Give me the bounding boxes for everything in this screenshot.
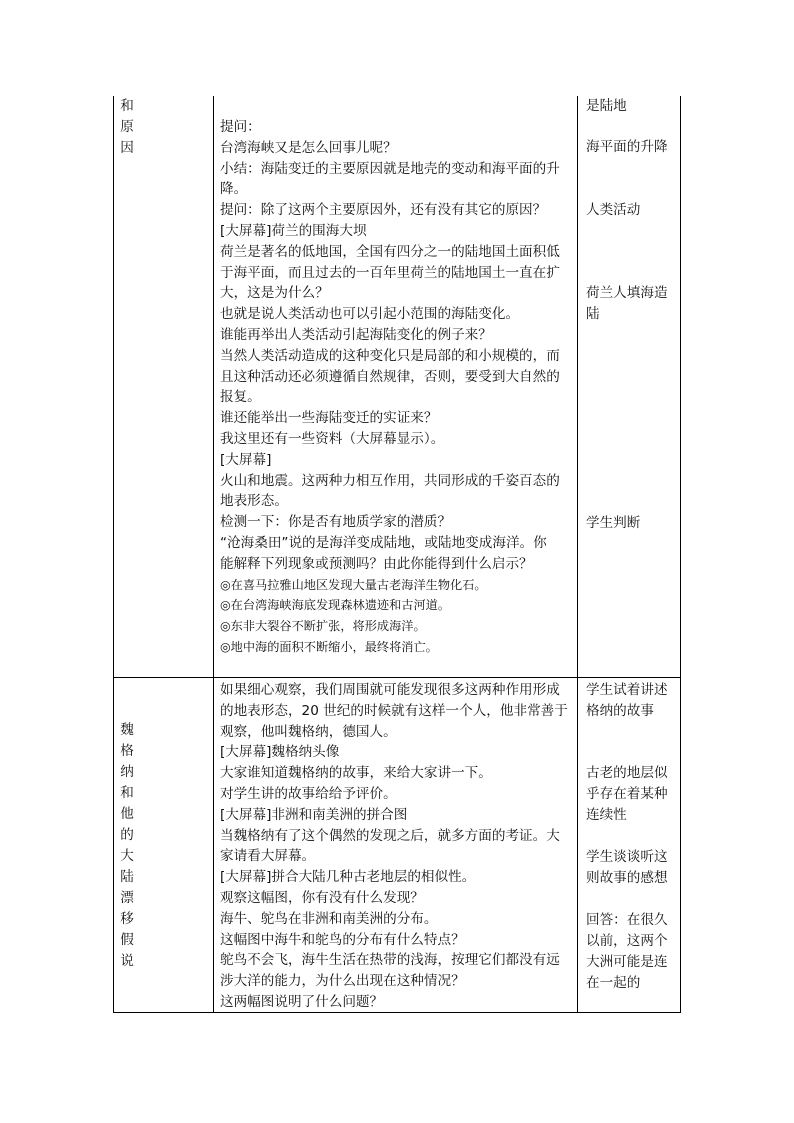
note: 人类活动 (586, 202, 641, 218)
paragraph: 这幅图中海牛和鸵鸟的分布有什么特点？ (220, 931, 465, 948)
note: 荷兰人填海造 (586, 285, 668, 301)
paragraph: [大屏幕]拼合大陆几种古老地层的相似性。 (220, 869, 476, 886)
note: 乎存在着某种 (586, 786, 668, 802)
section2-title (113, 720, 141, 972)
paragraph: 如果细心观察，我们周围就可能发现很多这两种作用形成 (220, 682, 560, 698)
paragraph: “沧海桑田”说的是海洋变成陆地，或陆地变成海洋。你 (220, 534, 547, 551)
paragraph: 能解释下列现象或预测吗？由此你能得到什么启示？ (220, 555, 533, 572)
note: 学生试着讲述 (586, 682, 668, 698)
paragraph: 家请看大屏幕。 (220, 848, 316, 865)
note: 古老的地层似 (586, 765, 668, 781)
paragraph: 观察，他叫魏格纳，德国人。 (220, 723, 397, 740)
paragraph: 大家谁知道魏格纳的故事，来给大家讲一下。 (220, 765, 492, 782)
paragraph: 这两幅图说明了什么问题？ (220, 993, 384, 1010)
paragraph: 台湾海峡又是怎么回事儿呢？ (220, 139, 397, 156)
paragraph: [大屏幕]非洲和南美洲的拼合图 (220, 806, 408, 823)
note: 陆 (586, 306, 600, 322)
paragraph: 地表形态。 (220, 493, 288, 510)
note: 以前，这两个 (586, 933, 668, 949)
title-char: 说 (120, 953, 134, 969)
bullet-item: ◎在台湾海峡海底发现森林遗迹和古河道。 (220, 598, 451, 613)
title-char: 原 (120, 119, 134, 135)
bullet-item: ◎地中海的面积不断缩小，最终将消亡。 (220, 639, 438, 654)
paragraph: 提问：除了这两个主要原因外，还有没有其它的原因？ (220, 202, 547, 219)
title-char: 格 (120, 743, 134, 759)
title-char: 纳 (120, 764, 134, 780)
paragraph: 观察这幅图，你有没有什么发现？ (220, 889, 424, 906)
title-char: 的 (120, 827, 134, 843)
note: 则故事的感想 (586, 870, 668, 886)
title-char: 大 (120, 848, 134, 864)
paragraph: 荷兰是著名的低地国，全国有四分之一的陆地国土面积低 (220, 243, 560, 260)
bullet-item: ◎东非大裂谷不断扩张，将形成海洋。 (220, 619, 426, 634)
paragraph: 谁能再举出人类活动引起海陆变化的例子来？ (220, 326, 492, 343)
title-char: 魏 (120, 722, 134, 738)
paragraph: 我这里还有一些资料（大屏幕显示）。 (220, 430, 445, 447)
note: 是陆地 (586, 98, 627, 114)
note: 在一起的 (586, 975, 641, 991)
paragraph: 海牛、鸵鸟在非洲和南美洲的分布。 (220, 910, 438, 927)
paragraph: 对学生讲的故事给给予评价。 (220, 785, 397, 802)
paragraph: 小结：海陆变迁的主要原因就是地壳的变动和海平面的升 (220, 160, 560, 177)
title-char: 漂 (120, 890, 134, 906)
paragraph: 当魏格纳有了这个偶然的发现之后，就多方面的考证。大 (220, 827, 560, 844)
paragraph: 检测一下：你是否有地质学家的潜质？ (220, 514, 452, 531)
paragraph: 且这种活动还必须遵循自然规律，否则，要受到大自然的 (220, 368, 560, 385)
table-col-divider-1 (213, 96, 214, 1013)
paragraph: [大屏幕]魏格纳头像 (220, 744, 340, 761)
section1-title (113, 96, 141, 159)
paragraph: 的地表形态，20 世纪的时候就有这样一个人，他非常善于 (220, 702, 568, 719)
note: 大洲可能是连 (586, 954, 668, 970)
note: 连续性 (586, 807, 627, 823)
title-char: 移 (120, 911, 134, 927)
note: 回答：在很久 (586, 912, 668, 928)
paragraph: [大屏幕]荷兰的围海大坝 (220, 222, 367, 239)
paragraph: 降。 (220, 181, 248, 198)
note: 海平面的升降 (586, 139, 668, 155)
paragraph: 谁还能举出一些海陆变迁的实证来？ (220, 410, 438, 427)
title-char: 和 (120, 98, 134, 114)
note: 格纳的故事 (586, 703, 654, 719)
row-separator (113, 677, 681, 678)
title-char: 和 (120, 785, 134, 801)
paragraph: 报复。 (220, 389, 261, 406)
paragraph: 鸵鸟不会飞，海牛生活在热带的浅海，按理它们都没有远 (220, 952, 560, 969)
bullet-item: ◎在喜马拉雅山地区发现大量古老海洋生物化石。 (220, 577, 487, 592)
paragraph: 火山和地震。这两种力相互作用，共同形成的千姿百态的 (220, 472, 560, 489)
section2-content (220, 680, 576, 1013)
paragraph: 也就是说人类活动也可以引起小范围的海陆变化。 (220, 306, 520, 323)
section1-content (220, 117, 576, 658)
paragraph: 当然人类活动造成的这种变化只是局部的和小规模的，而 (220, 347, 560, 364)
note: 学生谈谈听这 (586, 849, 668, 865)
title-char: 假 (120, 932, 134, 948)
note: 学生判断 (586, 515, 641, 531)
table-right-border (680, 96, 681, 1013)
title-char: 因 (120, 140, 134, 156)
paragraph: 提问： (220, 119, 261, 135)
paragraph: 大，这是为什么？ (220, 285, 329, 302)
table-col-divider-2 (577, 96, 578, 1013)
title-char: 陆 (120, 869, 134, 885)
paragraph: [大屏幕] (220, 451, 272, 468)
title-char: 他 (120, 806, 134, 822)
paragraph: 于海平面，而且过去的一百年里荷兰的陆地国土一直在扩 (220, 264, 560, 281)
paragraph: 涉大洋的能力，为什么出现在这种情况？ (220, 973, 465, 990)
